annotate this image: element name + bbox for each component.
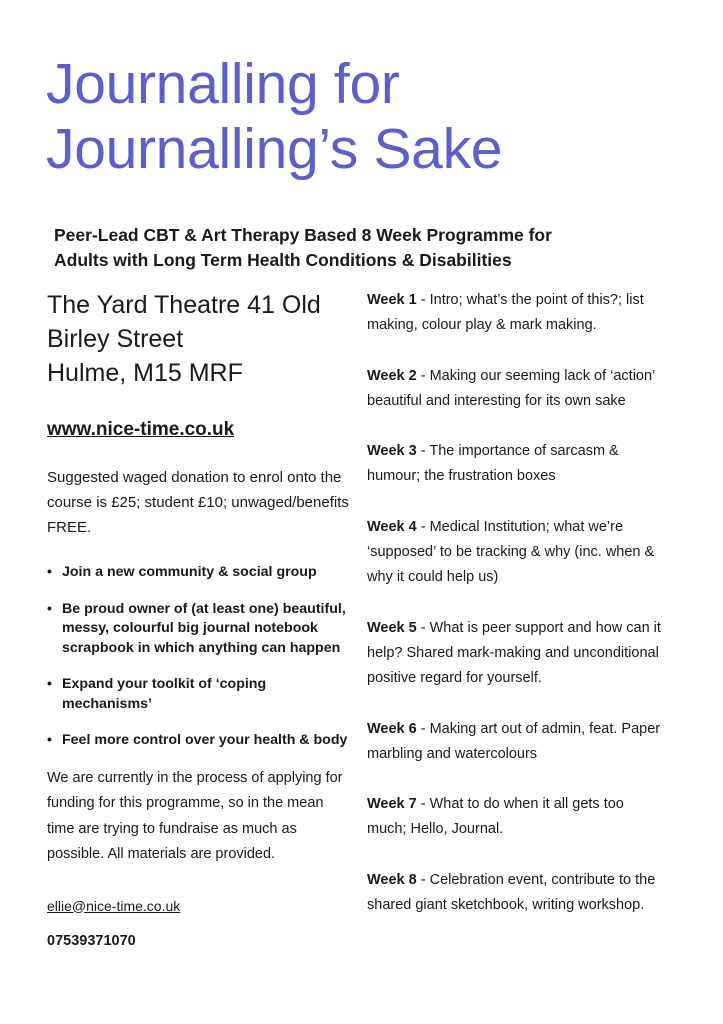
benefit-item: • Be proud owner of (at least one) beautiful, messy, colourful big journal notebook scrapbook in which anything can happen [47,600,352,659]
week-item [367,439,667,490]
subtitle [54,223,694,273]
website-link[interactable]: www.nice-time.co.uk [47,419,235,440]
page-title [46,52,706,182]
week-label: Week 2 [367,367,417,384]
week-label: Week 4 [367,518,417,535]
title-line-2: Journalling’s Sake [46,117,503,181]
donation-info: Suggested waged donation to enrol onto the course is £25; student £10; unwaged/benefits FREE. [47,469,349,536]
week-label: Week 7 [367,796,417,813]
week-description: - Celebration event, contribute to the shared giant sketchbook, writing workshop. [367,871,656,914]
benefit-item: • Join a new community & social group [47,563,352,583]
week-description: - Making art out of admin, feat. Paper marbling and watercolours [367,720,661,762]
week-description: - The importance of sarcasm & humour; the frustration boxes [367,443,619,485]
week-item [367,364,667,415]
week-description: - Medical Institution; what we’re ‘supposed’ to be tracking & why (inc. when & why it could help us) [367,518,655,586]
address-line-1: The Yard Theatre 41 Old [47,291,321,319]
subtitle-line-2: Adults with Long Term Health Conditions & Disabilities [54,250,512,270]
week-item [367,717,667,768]
benefit-item: • Feel more control over your health & body [47,731,352,751]
week-label: Week 1 [367,292,417,308]
week-description: - What is peer support and how can it help? Shared mark-making and unconditional positive regard for yourself. [367,619,661,687]
venue-address [47,288,352,390]
left-column [47,288,352,949]
week-description: - Intro; what’s the point of this?; list making, colour play & mark making. [367,292,644,334]
week-description: - Making our seeming lack of ‘action’ beautiful and interesting for its own sake [367,367,655,409]
schedule-column [367,288,667,943]
week-label: Week 8 [367,871,417,888]
week-description: - What to do when it all gets too much; Hello, Journal. [367,796,624,838]
email-link[interactable]: ellie@nice-time.co.uk [47,897,181,914]
phone-number: 07539371070 [47,932,136,949]
benefit-item: • Expand your toolkit of ‘coping mechanisms’ [47,675,352,714]
week-label: Week 6 [367,720,417,737]
week-label: Week 3 [367,443,417,460]
week-label: Week 5 [367,619,417,636]
week-item [367,868,667,919]
week-item [367,792,667,843]
title-line-1: Journalling for [46,52,400,116]
address-line-2: Birley Street [47,325,184,353]
funding-info: We are currently in the process of applying for funding for this programme, so in the mean time are trying to fundraise as much as possible. All materials are provided. [47,769,343,862]
address-line-3: Hulme, M15 MRF [47,359,243,387]
week-item [367,515,667,591]
week-item [367,288,667,339]
benefits-list [47,563,352,751]
week-item [367,616,667,692]
subtitle-line-1: Peer-Lead CBT & Art Therapy Based 8 Week Programme for [54,225,552,245]
